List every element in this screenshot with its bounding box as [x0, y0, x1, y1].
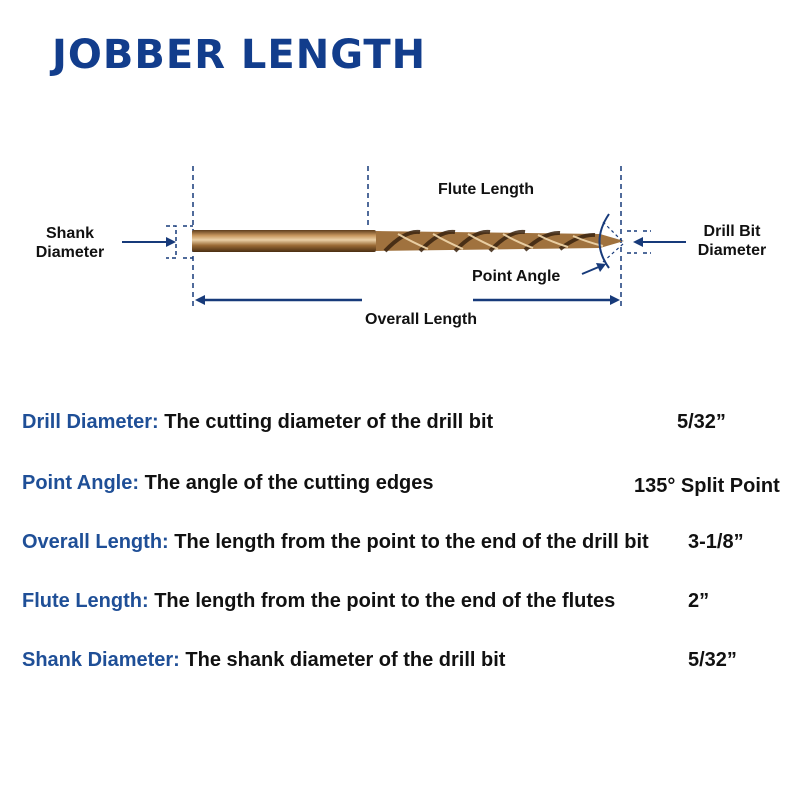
spec-description: The cutting diameter of the drill bit: [164, 411, 494, 433]
spec-term: Point Angle:: [22, 472, 140, 494]
spec-description: The angle of the cutting edges: [144, 472, 434, 494]
spec-value: 3-1/8”: [688, 531, 744, 553]
point-angle-label: Point Angle: [472, 268, 561, 285]
spec-value: 2”: [688, 590, 710, 612]
spec-row-shank-diameter: [22, 649, 792, 679]
spec-row-point-angle: [22, 472, 792, 502]
drill-bit-diameter-label: Drill Bit Diameter: [697, 223, 767, 259]
spec-row-drill-diameter: [22, 411, 792, 441]
spec-row-overall-length: [22, 531, 792, 561]
spec-term: Shank Diameter:: [22, 649, 180, 671]
spec-term: Drill Diameter:: [22, 411, 159, 433]
spec-value: 135° Split Point: [634, 475, 780, 497]
spec-value: 5/32”: [677, 411, 726, 433]
arrow-icon: [195, 295, 362, 305]
drill-bit-diagram: [0, 150, 800, 340]
spec-description: The length from the point to the end of the flutes: [154, 590, 616, 612]
drill-bit-image: [192, 230, 624, 252]
arrow-icon: [473, 295, 620, 305]
spec-value: 5/32”: [688, 649, 737, 671]
arrow-icon: [582, 263, 606, 274]
flute-length-label: Flute Length: [438, 181, 534, 198]
spec-term: Overall Length:: [22, 531, 169, 553]
spec-description: The length from the point to the end of the drill bit: [174, 531, 649, 553]
spec-description: The shank diameter of the drill bit: [185, 649, 506, 671]
page-title: JOBBER LENGTH: [52, 32, 427, 78]
spec-row-flute-length: [22, 590, 792, 620]
shank-diameter-label: Shank Diameter: [35, 225, 105, 261]
overall-length-label: Overall Length: [365, 311, 478, 328]
spec-term: Flute Length:: [22, 590, 149, 612]
arrow-icon: [122, 237, 176, 247]
arrow-icon: [633, 237, 686, 247]
